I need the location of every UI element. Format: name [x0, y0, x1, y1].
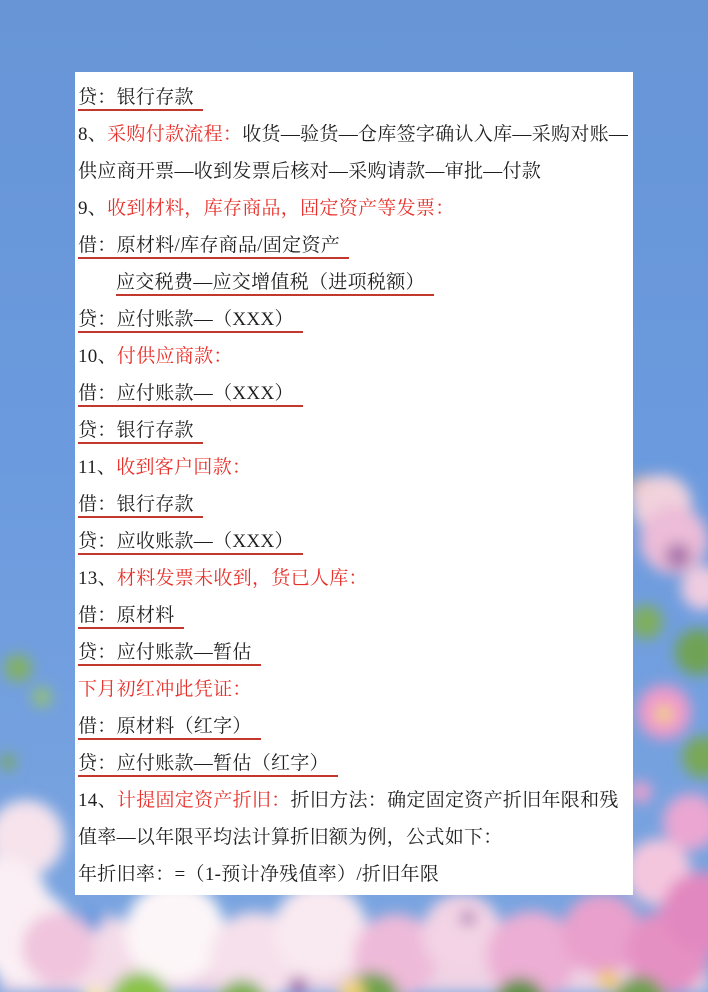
text-segment: 收货—验货—仓库签字确认入库—采购对账—供应商开票—收到发票后核对—采购请款—审批—付款 — [78, 124, 629, 182]
doc-line-item14-depreciation — [78, 782, 630, 856]
doc-line-credit-payable-estimate — [78, 634, 630, 671]
doc-line-debit-bank — [78, 486, 630, 523]
text-segment: 9、 — [78, 198, 108, 219]
flower-cluster-right — [625, 475, 708, 905]
text-segment: 采购付款流程： — [107, 124, 243, 145]
doc-line-depreciation-formula — [78, 856, 630, 893]
text-segment: 折旧方法：确定固定资产折旧年限和残值率—以年限平均法计算折旧额为例，公式如下： — [78, 790, 619, 848]
text-segment: 收到客户回款： — [116, 457, 252, 478]
document-panel — [75, 72, 633, 895]
text-segment: 下月初红冲此凭证： — [78, 679, 252, 700]
text-segment: 借：原材料/库存商品/固定资产 — [78, 235, 349, 259]
text-segment: 材料发票未收到，货已人库： — [116, 568, 368, 589]
doc-line-credit-accounts-payable — [78, 301, 630, 338]
doc-line-item8-purchase-payment-flow — [78, 116, 630, 190]
doc-line-debit-raw-materials — [78, 227, 630, 264]
text-segment: 14、 — [78, 790, 117, 811]
doc-line-credit-bank — [78, 79, 630, 116]
text-segment: 借：原材料 — [78, 605, 184, 629]
doc-line-tax-payable — [78, 264, 630, 301]
text-segment: 11、 — [78, 457, 117, 478]
doc-line-credit-payable-estimate-red — [78, 745, 630, 782]
text-segment: 付供应商款： — [116, 346, 233, 367]
text-segment: 年折旧率：=（1-预计净残值率）/折旧年限 — [78, 864, 440, 885]
doc-line-red-reversal-note — [78, 671, 630, 708]
text-segment: 贷：应付账款—暂估 — [78, 642, 261, 666]
doc-line-debit-accounts-payable — [78, 375, 630, 412]
text-segment: 借：银行存款 — [78, 494, 203, 518]
text-segment: 贷：银行存款 — [78, 87, 203, 111]
text-segment: 10、 — [78, 346, 117, 367]
text-segment: 收到材料，库存商品，固定资产等发票： — [107, 198, 455, 219]
doc-line-debit-raw-materials-2 — [78, 597, 630, 634]
text-segment: 贷：应收账款—（XXX） — [78, 531, 303, 555]
text-segment: 贷：应付账款—（XXX） — [78, 309, 303, 333]
text-segment: 计提固定资产折旧： — [116, 790, 291, 811]
doc-line-debit-raw-materials-red — [78, 708, 630, 745]
doc-line-item9-invoices-received — [78, 190, 630, 227]
doc-line-credit-accounts-receivable — [78, 523, 630, 560]
doc-line-item13-invoice-not-received — [78, 560, 630, 597]
doc-line-item10-pay-supplier — [78, 338, 630, 375]
text-segment: 8、 — [78, 124, 108, 145]
text-segment: 借：应付账款—（XXX） — [78, 383, 303, 407]
doc-line-credit-bank-2 — [78, 412, 630, 449]
text-segment: 借：原材料（红字） — [78, 716, 261, 740]
doc-line-item11-customer-payment — [78, 449, 630, 486]
text-segment: 贷：应付账款—暂估（红字） — [78, 753, 338, 777]
text-segment: 贷：银行存款 — [78, 420, 203, 444]
text-segment: 13、 — [78, 568, 117, 589]
text-segment: 应交税费—应交增值税（进项税额） — [116, 272, 434, 296]
